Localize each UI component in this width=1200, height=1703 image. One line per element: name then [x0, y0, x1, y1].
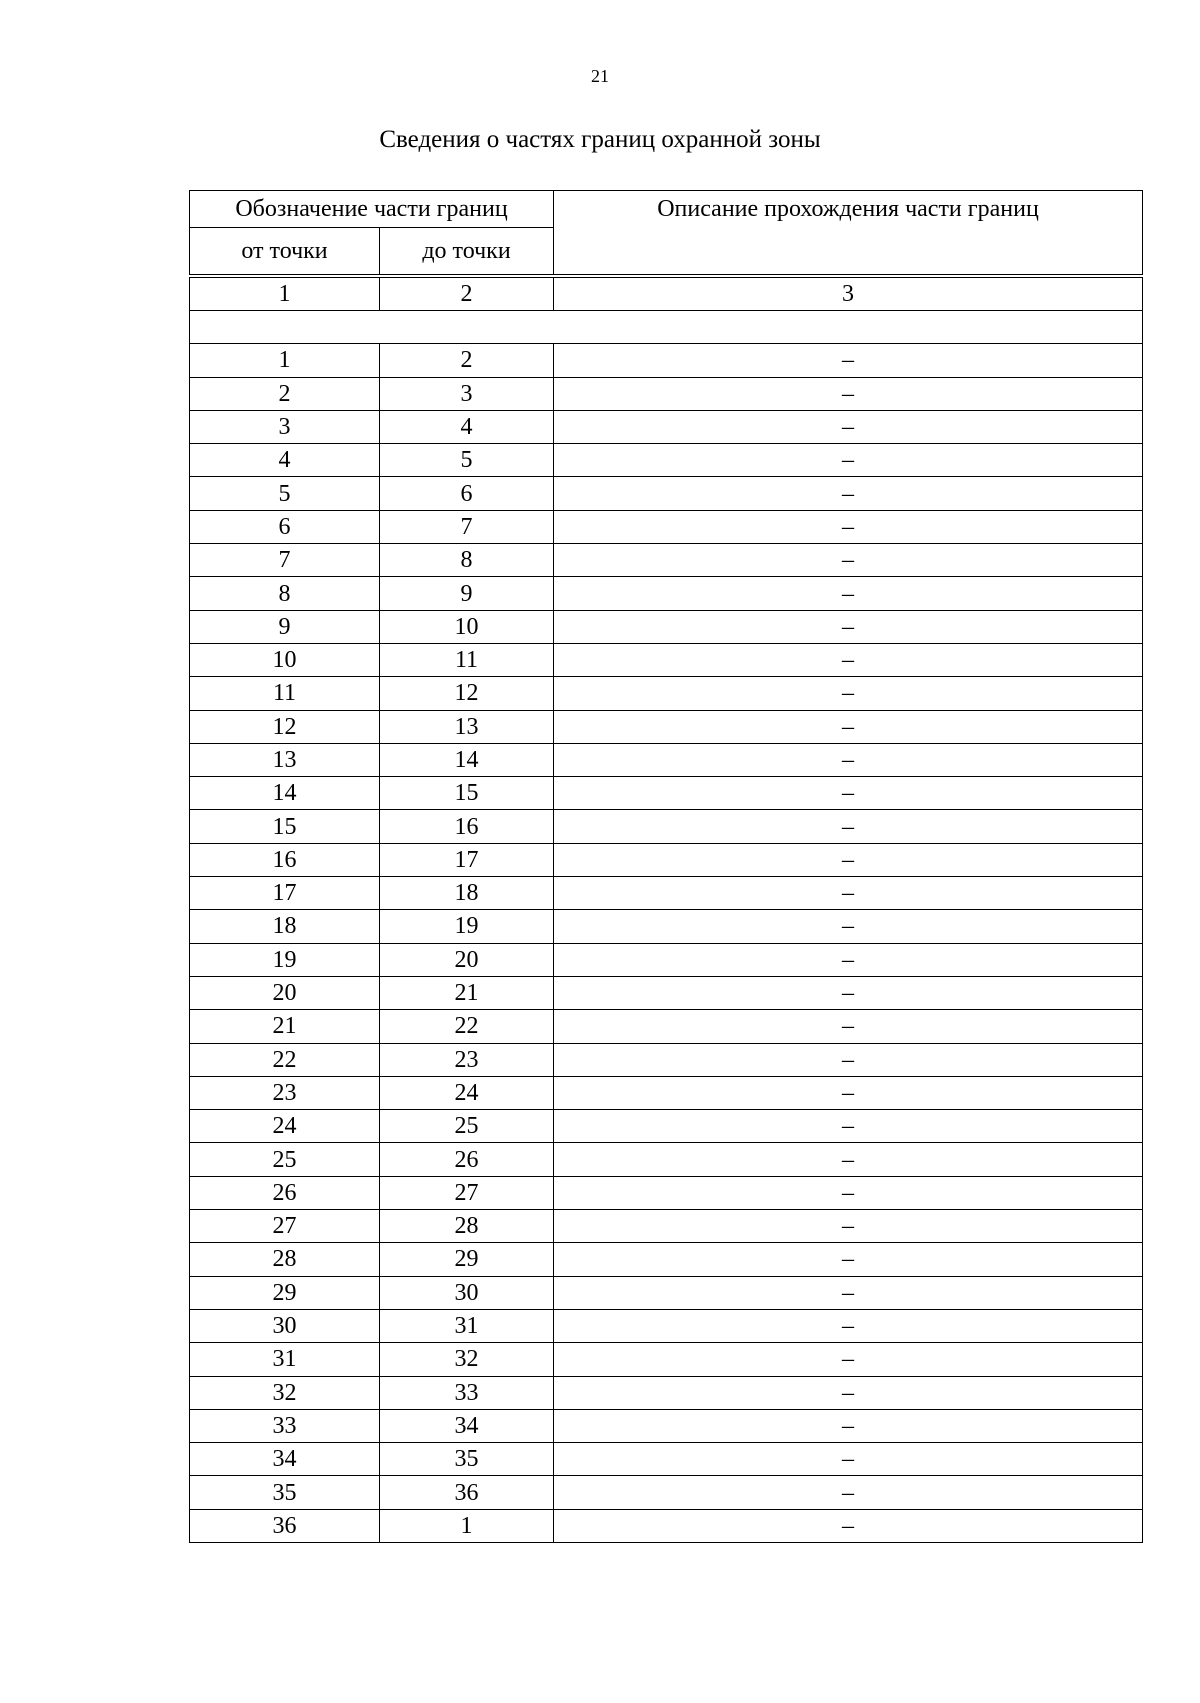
from-point-cell: 27 [190, 1210, 380, 1243]
table-row [190, 444, 1143, 477]
from-point-cell: 11 [190, 677, 380, 710]
table-row [190, 677, 1143, 710]
to-point-cell: 2 [380, 344, 554, 377]
table-row [190, 1409, 1143, 1442]
from-point-cell: 2 [190, 377, 380, 410]
table-row [190, 577, 1143, 610]
to-point-cell: 7 [380, 510, 554, 543]
from-point-cell: 22 [190, 1043, 380, 1076]
from-point-cell: 7 [190, 544, 380, 577]
description-cell: – [554, 1143, 1143, 1176]
header-from-point: от точки [190, 228, 380, 275]
to-point-cell: 25 [380, 1110, 554, 1143]
to-point-cell: 13 [380, 710, 554, 743]
table-row [190, 1043, 1143, 1076]
table-row [190, 1276, 1143, 1309]
column-number-row [190, 278, 1143, 311]
from-point-cell: 6 [190, 510, 380, 543]
description-cell: – [554, 1409, 1143, 1442]
from-point-cell: 31 [190, 1343, 380, 1376]
from-point-cell: 24 [190, 1110, 380, 1143]
to-point-cell: 33 [380, 1376, 554, 1409]
table-row [190, 943, 1143, 976]
to-point-cell: 31 [380, 1309, 554, 1342]
to-point-cell: 17 [380, 843, 554, 876]
from-point-cell: 19 [190, 943, 380, 976]
document-title: Сведения о частях границ охранной зоны [379, 126, 821, 153]
from-point-cell: 5 [190, 477, 380, 510]
description-cell: – [554, 377, 1143, 410]
to-point-cell: 22 [380, 1010, 554, 1043]
description-cell: – [554, 677, 1143, 710]
from-point-cell: 30 [190, 1309, 380, 1342]
header-description: Описание прохождения части границ [554, 191, 1143, 275]
description-cell: – [554, 643, 1143, 676]
to-point-cell: 27 [380, 1176, 554, 1209]
blank-cell [190, 311, 1143, 344]
description-cell: – [554, 344, 1143, 377]
from-point-cell: 23 [190, 1076, 380, 1109]
from-point-cell: 25 [190, 1143, 380, 1176]
description-cell: – [554, 743, 1143, 776]
description-cell: – [554, 610, 1143, 643]
to-point-cell: 15 [380, 777, 554, 810]
description-cell: – [554, 1276, 1143, 1309]
boundary-table [189, 277, 1143, 1543]
to-point-cell: 3 [380, 377, 554, 410]
table-row [190, 1210, 1143, 1243]
from-point-cell: 29 [190, 1276, 380, 1309]
from-point-cell: 28 [190, 1243, 380, 1276]
table-row [190, 743, 1143, 776]
from-point-cell: 1 [190, 344, 380, 377]
description-cell: – [554, 1509, 1143, 1542]
table-row [190, 1443, 1143, 1476]
column-number-cell: 1 [190, 278, 380, 311]
from-point-cell: 15 [190, 810, 380, 843]
from-point-cell: 34 [190, 1443, 380, 1476]
from-point-cell: 21 [190, 1010, 380, 1043]
table-row [190, 843, 1143, 876]
description-cell: – [554, 1376, 1143, 1409]
from-point-cell: 8 [190, 577, 380, 610]
description-cell: – [554, 1043, 1143, 1076]
from-point-cell: 13 [190, 743, 380, 776]
table-row [190, 1309, 1143, 1342]
to-point-cell: 29 [380, 1243, 554, 1276]
column-number-cell: 2 [380, 278, 554, 311]
table-row [190, 643, 1143, 676]
table-row [190, 810, 1143, 843]
table-row [190, 710, 1143, 743]
description-cell: – [554, 1210, 1143, 1243]
table-row [190, 1476, 1143, 1509]
table-row [190, 544, 1143, 577]
table-row [190, 610, 1143, 643]
to-point-cell: 12 [380, 677, 554, 710]
table-row [190, 344, 1143, 377]
from-point-cell: 14 [190, 777, 380, 810]
table-row [190, 410, 1143, 443]
description-cell: – [554, 410, 1143, 443]
to-point-cell: 32 [380, 1343, 554, 1376]
table-row [190, 1376, 1143, 1409]
description-cell: – [554, 477, 1143, 510]
from-point-cell: 35 [190, 1476, 380, 1509]
to-point-cell: 16 [380, 810, 554, 843]
description-cell: – [554, 1476, 1143, 1509]
description-cell: – [554, 843, 1143, 876]
to-point-cell: 28 [380, 1210, 554, 1243]
to-point-cell: 6 [380, 477, 554, 510]
from-point-cell: 3 [190, 410, 380, 443]
description-cell: – [554, 1010, 1143, 1043]
table-row [190, 976, 1143, 1009]
description-cell: – [554, 943, 1143, 976]
description-cell: – [554, 1110, 1143, 1143]
from-point-cell: 9 [190, 610, 380, 643]
to-point-cell: 4 [380, 410, 554, 443]
to-point-cell: 1 [380, 1509, 554, 1542]
from-point-cell: 16 [190, 843, 380, 876]
description-cell: – [554, 544, 1143, 577]
table-row [190, 1143, 1143, 1176]
description-cell: – [554, 1343, 1143, 1376]
description-cell: – [554, 1076, 1143, 1109]
to-point-cell: 18 [380, 877, 554, 910]
from-point-cell: 33 [190, 1409, 380, 1442]
description-cell: – [554, 1176, 1143, 1209]
to-point-cell: 8 [380, 544, 554, 577]
from-point-cell: 18 [190, 910, 380, 943]
description-cell: – [554, 810, 1143, 843]
to-point-cell: 35 [380, 1443, 554, 1476]
to-point-cell: 23 [380, 1043, 554, 1076]
to-point-cell: 21 [380, 976, 554, 1009]
to-point-cell: 26 [380, 1143, 554, 1176]
section-blank-row [190, 311, 1143, 344]
description-cell: – [554, 1309, 1143, 1342]
table-row [190, 1509, 1143, 1542]
description-cell: – [554, 1443, 1143, 1476]
from-point-cell: 36 [190, 1509, 380, 1542]
to-point-cell: 34 [380, 1409, 554, 1442]
description-cell: – [554, 1243, 1143, 1276]
header-designation: Обозначение части границ [190, 191, 554, 228]
table-row [190, 1176, 1143, 1209]
table-row [190, 910, 1143, 943]
table-row [190, 1110, 1143, 1143]
table-row [190, 777, 1143, 810]
table-row [190, 1010, 1143, 1043]
description-cell: – [554, 710, 1143, 743]
to-point-cell: 24 [380, 1076, 554, 1109]
table-row [190, 477, 1143, 510]
to-point-cell: 30 [380, 1276, 554, 1309]
to-point-cell: 5 [380, 444, 554, 477]
table-header [189, 190, 1143, 275]
description-cell: – [554, 910, 1143, 943]
table-row [190, 1343, 1143, 1376]
from-point-cell: 20 [190, 976, 380, 1009]
table-row [190, 1243, 1143, 1276]
table-row [190, 1076, 1143, 1109]
from-point-cell: 17 [190, 877, 380, 910]
table-row [190, 377, 1143, 410]
table-row [190, 877, 1143, 910]
page-number: 21 [591, 66, 609, 86]
description-cell: – [554, 444, 1143, 477]
description-cell: – [554, 877, 1143, 910]
header-to-point: до точки [380, 228, 554, 275]
to-point-cell: 19 [380, 910, 554, 943]
from-point-cell: 32 [190, 1376, 380, 1409]
to-point-cell: 11 [380, 643, 554, 676]
to-point-cell: 36 [380, 1476, 554, 1509]
description-cell: – [554, 577, 1143, 610]
from-point-cell: 26 [190, 1176, 380, 1209]
from-point-cell: 10 [190, 643, 380, 676]
table-row [190, 510, 1143, 543]
from-point-cell: 4 [190, 444, 380, 477]
to-point-cell: 14 [380, 743, 554, 776]
description-cell: – [554, 976, 1143, 1009]
to-point-cell: 10 [380, 610, 554, 643]
to-point-cell: 20 [380, 943, 554, 976]
to-point-cell: 9 [380, 577, 554, 610]
column-number-cell: 3 [554, 278, 1143, 311]
from-point-cell: 12 [190, 710, 380, 743]
description-cell: – [554, 777, 1143, 810]
description-cell: – [554, 510, 1143, 543]
